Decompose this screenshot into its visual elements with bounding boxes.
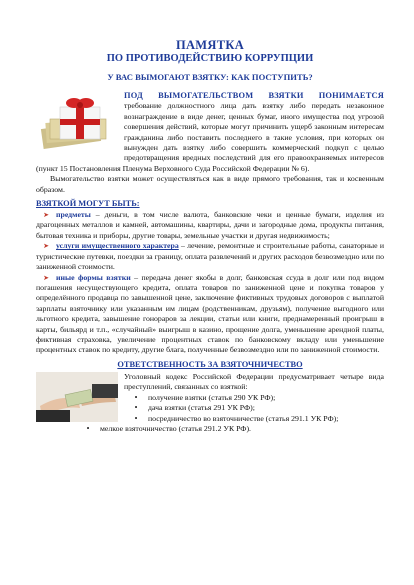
bribe-item-term: предметы: [56, 210, 91, 220]
arrow-bullet-icon: ➤: [43, 242, 49, 251]
list-item: • получение взятки (статья 290 УК РФ);: [36, 393, 384, 404]
liability-intro: Уголовный кодекс Российской Федерации предусматривает четыре вида преступлений, связанных со взяткой:: [124, 371, 384, 392]
page-question: У ВАС ВЫМОГАЮТ ВЗЯТКУ: КАК ПОСТУПИТЬ?: [107, 72, 313, 82]
liability-section: [36, 372, 384, 435]
bribe-item-text: – передача денег якобы в долг, банковская ссуда в долг или под видом погашения несуществующего кредита, оплата товаров по заниженной цене и покупка товаров у определённого продавца по завышенной цене, заключение фиктивных трудовых договоров с выплатой зарплаты взяточнику или указанным им лицам (родственникам, друзьям), получение выгодного или льготного кредита, завышение гонораров за лекции, статьи или книги, преднамеренный проигрыш в карты, бильярд и т.п., «случайный» выигрыш в казино, прощение долга, уменьшение арендной платы, фиктивная страховка, увеличение процентных ставок по банковскому вкладу или уменьшение процентных ставок по кредиту, другие блага, полученные безвозмездно или по заниженной стоимости.: [36, 272, 384, 355]
money-gift-image: [36, 91, 118, 153]
bribe-forms-heading: ВЗЯТКОЙ МОГУТ БЫТЬ:: [36, 199, 140, 209]
bullet-icon: •: [134, 403, 138, 413]
arrow-bullet-icon: ➤: [43, 273, 49, 282]
bullet-icon: •: [134, 392, 138, 402]
bullet-icon: •: [86, 424, 90, 434]
bullet-icon: •: [134, 413, 138, 423]
bribe-item-term: иные формы взятки: [56, 272, 131, 282]
list-item: • мелкое взяточничество (статья 291.2 УК РФ).: [36, 424, 384, 435]
bribe-item: [36, 273, 384, 356]
intro-section: [36, 91, 384, 195]
bribe-item: [36, 210, 384, 241]
intro-text: требование должностного лица дать взятку либо передать незаконное вознаграждение в виде денег, ценных бумаг, иного имущества под угрозой совершения действий, которые могут причинить ущерб законным интересам гражданина либо поставить последнего в такие условия, при которых он вынужден дать взятку либо совершить коммерческий подкуп с целью предотвращения вредных последствий для его правоохраняемых интересов (пункт 15 Постановления Пленума Верховного Суда Российской Федерации № 6).: [36, 101, 384, 173]
bribe-item-term: услуги имущественного характера: [56, 241, 179, 251]
page-title: ПАМЯТКА: [175, 38, 245, 52]
liability-heading: ОТВЕТСТВЕННОСТЬ ЗА ВЗЯТОЧНИЧЕСТВО: [117, 359, 303, 369]
list-item: • дача взятки (статья 291 УК РФ);: [36, 403, 384, 414]
list-item: • посредничество во взяточничестве (статья 291.1 УК РФ);: [36, 414, 384, 425]
bribe-item-text: – лечение, ремонтные и строительные работы, санаторные и туристические путевки, поездки за границу, оплата развлечений и других расходов безвозмездно или по заниженной стоимости.: [36, 241, 385, 272]
bribe-item: [36, 241, 384, 272]
bribe-item-text: – деньги, в том числе валюта, банковские чеки и ценные бумаги, изделия из драгоценных металлов и камней, автомашины, квартиры, дачи и загородные дома, продукты питания, бытовая техника и приборы, другие товары, земельные участки и другая недвижимость;: [36, 210, 384, 240]
intro-lead: ПОД ВЫМОГАТЕЛЬСТВОМ ВЗЯТКИ ПОНИМАЕТСЯ: [124, 91, 384, 100]
intro-para2: Вымогательство взятки может осуществляться как в виде прямого требования, так и косвенным образом.: [36, 174, 384, 194]
page-subtitle: ПО ПРОТИВОДЕЙСТВИЮ КОРРУПЦИИ: [106, 53, 314, 64]
arrow-bullet-icon: ➤: [43, 211, 49, 220]
